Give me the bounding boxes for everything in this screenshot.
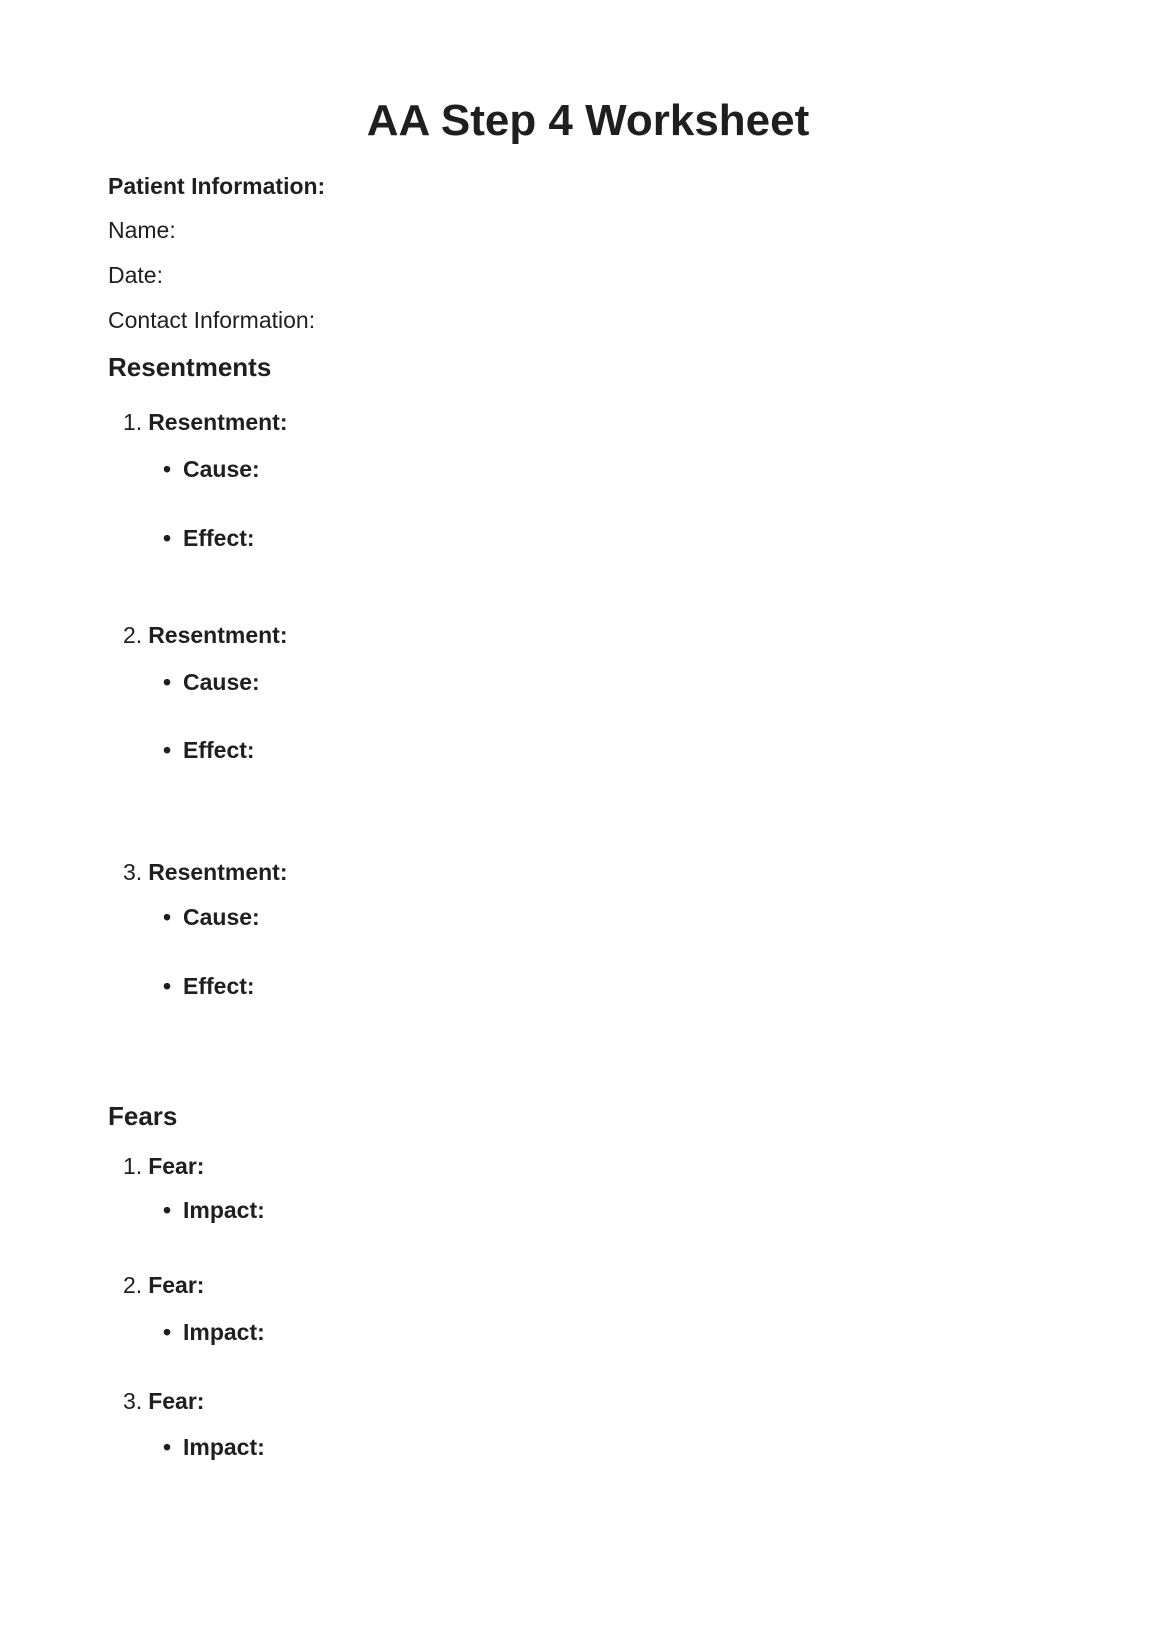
- bullet-label: Effect:: [183, 973, 255, 1000]
- fear-item-1: [108, 1153, 1068, 1181]
- item-number: 1.: [123, 409, 143, 436]
- item-label: Fear:: [148, 1152, 205, 1179]
- bullet-label: Impact:: [183, 1318, 265, 1345]
- bullet-item-effect: [108, 973, 1068, 1001]
- item-label: Fear:: [148, 1388, 205, 1415]
- bullet-icon: •: [163, 903, 172, 930]
- fear-item-2: [108, 1272, 1068, 1300]
- bullet-label: Effect:: [183, 524, 255, 551]
- fears-heading: Fears: [108, 1100, 178, 1131]
- field-date: Date:: [108, 261, 163, 288]
- item-number: 3.: [123, 858, 143, 885]
- bullet-item-impact: [108, 1319, 1068, 1347]
- resentments-heading: Resentments: [108, 352, 272, 383]
- bullet-icon: •: [163, 668, 172, 695]
- field-contact-information: Contact Information:: [108, 306, 316, 333]
- bullet-label: Cause:: [183, 455, 260, 482]
- item-number: 2.: [123, 622, 143, 649]
- bullet-item-effect: [108, 737, 1068, 765]
- bullet-icon: •: [163, 1197, 172, 1224]
- resentment-item-1: [108, 409, 1068, 437]
- bullet-icon: •: [163, 973, 172, 1000]
- bullet-label: Effect:: [183, 737, 255, 764]
- item-label: Resentment:: [148, 622, 288, 649]
- patient-information-heading: Patient Information:: [108, 172, 326, 199]
- item-label: Fear:: [148, 1272, 205, 1299]
- bullet-label: Impact:: [183, 1433, 265, 1460]
- item-number: 2.: [123, 1272, 143, 1299]
- resentment-item-2: [108, 622, 1068, 650]
- bullet-item-effect: [108, 525, 1068, 553]
- fear-item-3: [108, 1388, 1068, 1416]
- item-label: Resentment:: [148, 858, 288, 885]
- document-title: AA Step 4 Worksheet: [366, 96, 810, 145]
- bullet-icon: •: [163, 524, 172, 551]
- bullet-label: Cause:: [183, 903, 260, 930]
- bullet-item-cause: [108, 456, 1068, 484]
- bullet-item-impact: [108, 1434, 1068, 1462]
- bullet-label: Cause:: [183, 668, 260, 695]
- bullet-item-cause: [108, 904, 1068, 932]
- item-label: Resentment:: [148, 409, 288, 436]
- bullet-item-cause: [108, 669, 1068, 697]
- bullet-icon: •: [163, 455, 172, 482]
- bullet-item-impact: [108, 1197, 1068, 1225]
- bullet-icon: •: [163, 1433, 172, 1460]
- bullet-icon: •: [163, 1318, 172, 1345]
- resentment-item-3: [108, 859, 1068, 887]
- field-name: Name:: [108, 217, 176, 244]
- item-number: 3.: [123, 1388, 143, 1415]
- item-number: 1.: [123, 1152, 143, 1179]
- bullet-icon: •: [163, 737, 172, 764]
- bullet-label: Impact:: [183, 1197, 265, 1224]
